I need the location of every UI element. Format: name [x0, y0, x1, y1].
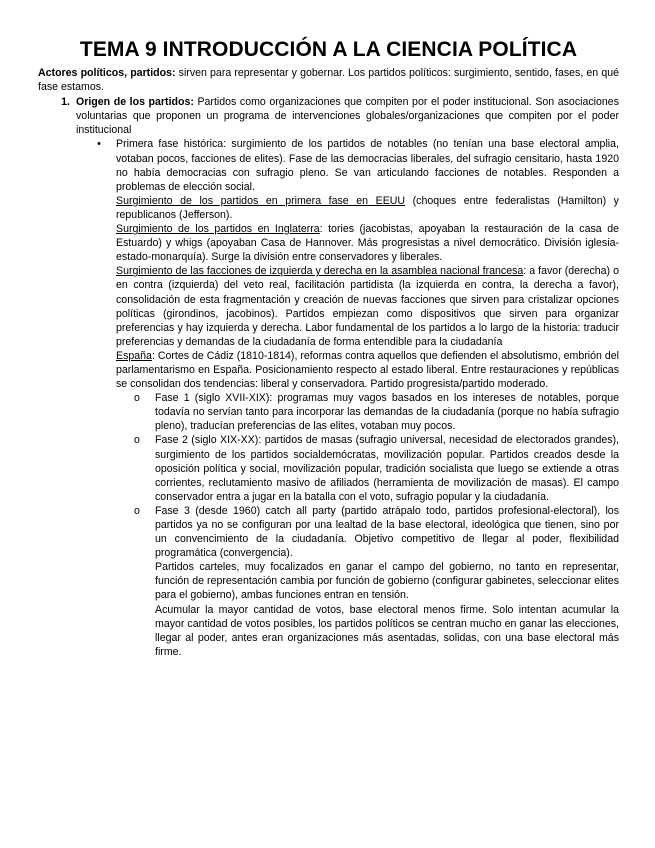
fase-1-text: Fase 1 (siglo XVII-XIX): programas muy vagos basados en los intereses de notables, porque todavía no servían tanto para incorporar las demandas de la ciudadanía (porque no había sufragio pleno), traducían preferencias de las elites, votaban muy pocos. — [155, 392, 619, 433]
section-number: 1. — [61, 96, 70, 109]
acumular-paragraph: Acumular la mayor cantidad de votos, base electoral menos firme. Solo intentan acumular la mayor cantidad de votos posibles, los partidos políticos se centran mucho en ganar las elecciones, llegar al poder, antes eran organizaciones más asentadas, solidas, con una base electoral más firme. — [155, 603, 619, 658]
intro-text: sirven para representar y gobernar. Los partidos políticos: surgimiento, sentido, fases, en qué fase estamos. — [38, 67, 619, 94]
bullet-1-text: Primera fase histórica: surgimiento de los partidos de notables (no tenían una base electoral amplia, votaban pocos, facciones de elites). Fase de las democracias liberales, del sufragio censitario, hasta 1920 no había democracias con sufragio pleno. Se van articulando facciones de notables. Responden a problemas de elección social. — [116, 138, 619, 193]
sub-bullet-mark: o — [134, 504, 140, 517]
inglaterra-heading: Surgimiento de los partidos en Inglaterra — [116, 223, 320, 236]
section-1-paragraph — [76, 95, 619, 137]
intro-label: Actores políticos, partidos: — [38, 67, 176, 79]
inglaterra-paragraph — [116, 222, 619, 264]
bullet-mark: • — [97, 138, 101, 151]
section-1 — [38, 95, 619, 137]
sub-item-fase-2 — [116, 433, 619, 503]
eeuu-text: (choques entre federalistas (Hamilton) y republicanos (Jefferson). — [116, 194, 619, 221]
espana-heading: España — [116, 349, 152, 362]
espana-text: : Cortes de Cádiz (1810-1814), reformas contra aquellos que defienden el absolutismo, embrión del parlamentarismo en España. Posicionamiento respecto al estado liberal. Entre restauraciones y repúblicas se consolidan dos tendencias: liberal y conservadora. Partido progresista/partido moderado. — [116, 349, 619, 391]
page-title: TEMA 9 INTRODUCCIÓN A LA CIENCIA POLÍTICA — [79, 38, 578, 61]
facciones-text: : a favor (derecha) o en contra (izquierda) del veto real, facilitación partidista (la izquierda en contra, la derecha a favor), consolidación de esta fragmentación y creación de nuevas facciones que sirven para cristalizar opciones políticas (girondinos, jacobinos). Partidos empiezan como dispositivos que sirven para organizar preferencias y hay izquierda y derecha. Labor fundamental de los partidos a lo largo de la historia: traducir preferencias y demandas de la ciudadanía de forma entendible para la ciudadanía — [116, 265, 620, 348]
section-1-label: Origen de los partidos: — [76, 96, 194, 109]
carteles-paragraph: Partidos carteles, muy focalizados en ganar el campo del gobierno, no tanto en representar, función de representación cambia por función de gobierno (configurar gabinetes, seleccionar elites para el gobierno), ambas funciones entran en tensión. — [155, 561, 619, 602]
intro-paragraph — [38, 66, 619, 94]
facciones-heading: Surgimiento de las facciones de izquierda y derecha en la asamblea nacional francesa — [116, 265, 524, 278]
eeuu-paragraph — [116, 194, 619, 222]
fase-2-text: Fase 2 (siglo XIX-XX): partidos de masas (sufragio universal, necesidad de electorados grandes), surgimiento de los partidos socialdemócratas, movilización popular. Partidos creados desde la oposición política y social, movilización popular, tradición socialista que luego se extiende a otras corrientes, reclutamiento masivo de afiliados (herramienta de movilización de masas). El campo conservador entra a jugar en la batalla con el voto, sufragio popular y la ciudadanía. — [155, 434, 619, 503]
sub-item-fase-1 — [116, 391, 619, 433]
sub-bullet-mark: o — [134, 434, 140, 447]
fase-3-text: Fase 3 (desde 1960) catch all party (partido atrápalo todo, partidos profesional-electoral), los partidos ya no se configuran por una lealtad de la base electoral, ideológica que tienen, sino por un convencimiento de la ciudadanía. Objetivo competitivo de llegar al poder, flexibilidad programática (convergencia). — [155, 504, 619, 560]
bullet-item — [82, 137, 619, 193]
facciones-paragraph — [116, 264, 619, 349]
inglaterra-text: : tories (jacobistas, apoyaban la restauración de la casa de Estuardo) y whigs (apoyaban Casa de Hannover. Más progresistas a nivel democrático. División iglesia- estado-monarquía). Surge la división entre conservadores y liberales. — [116, 223, 619, 264]
sub-item-fase-3 — [116, 504, 619, 560]
sub-bullet-mark: o — [134, 392, 140, 405]
espana-paragraph — [116, 349, 619, 391]
eeuu-heading: Surgimiento de los partidos en primera fase en EEUU — [116, 194, 406, 207]
section-1-text: Partidos como organizaciones que compiten por el poder institucional. Son asociaciones voluntarias que proponen un programa de intervenciones globales/organizaciones que compiten por el poder institucional — [76, 96, 619, 137]
